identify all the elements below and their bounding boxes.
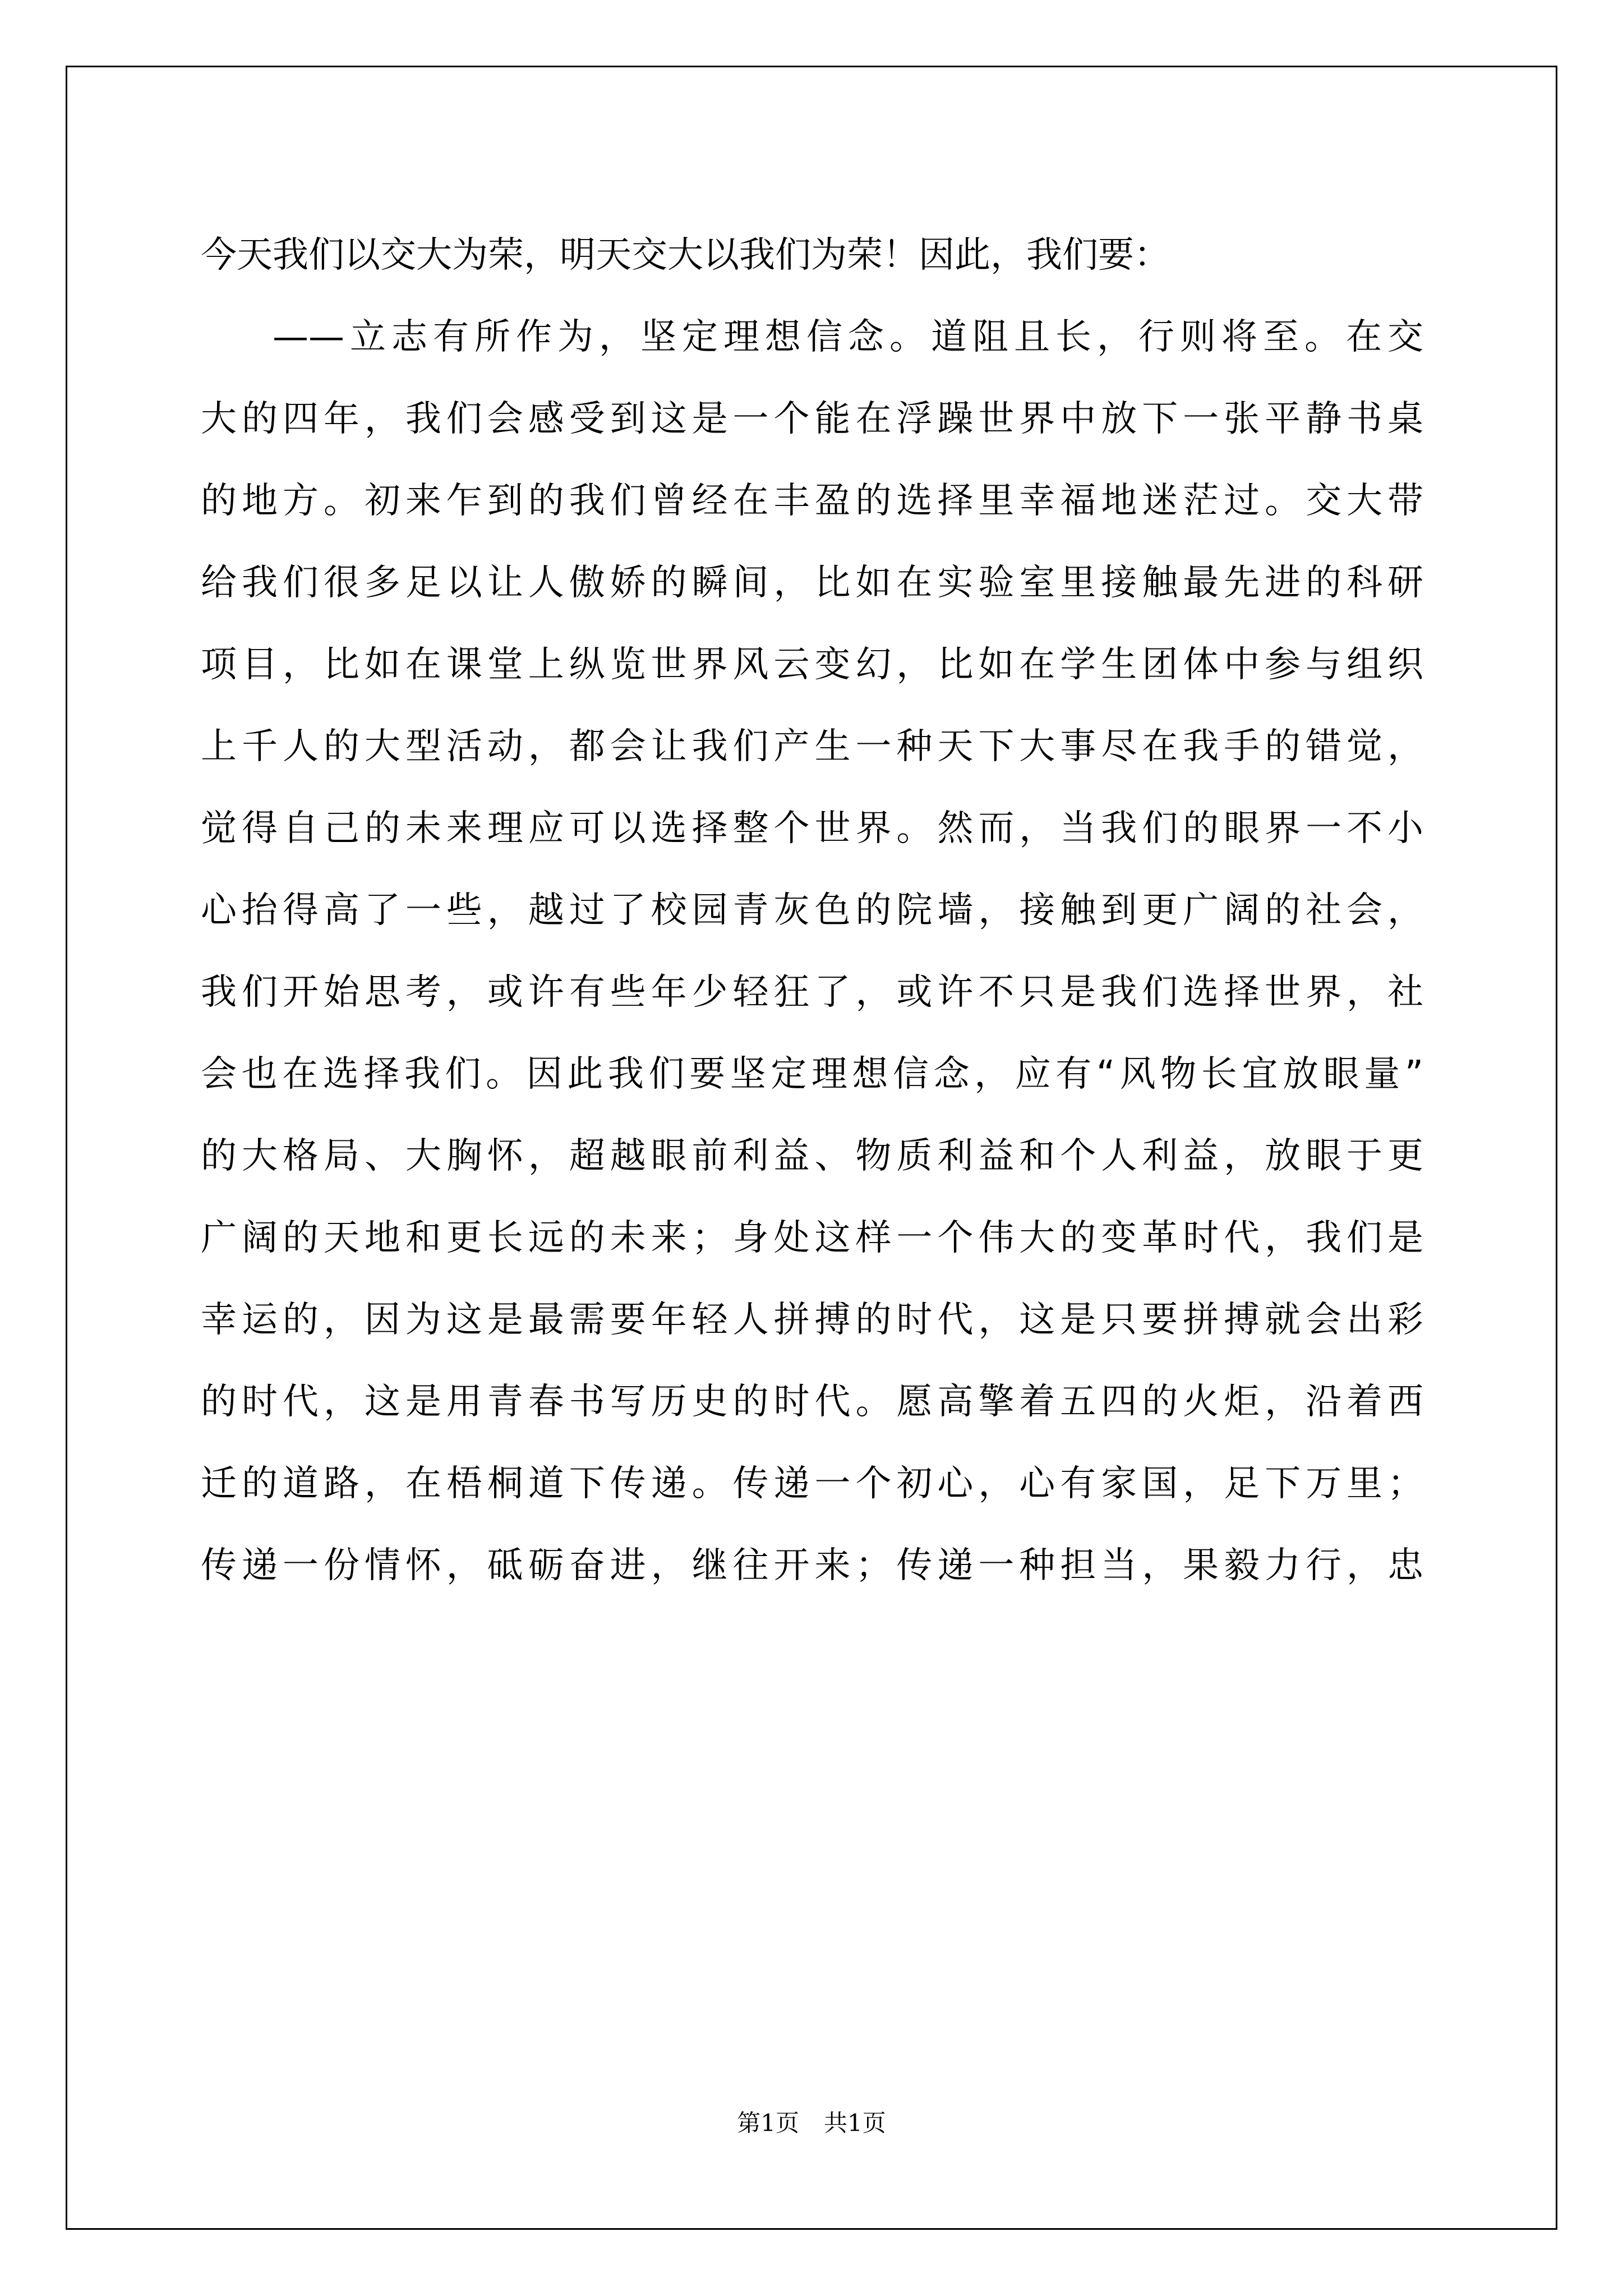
- text-line: 的地方。初来乍到的我们曾经在丰盈的选择里幸福地迷茫过。交大带: [201, 480, 1423, 522]
- text-line: 的时代，这是用青春书写历史的时代。愿高擎着五四的火炬，沿着西: [201, 1381, 1423, 1423]
- text-line: 广阔的天地和更长远的未来；身处这样一个伟大的变革时代，我们是: [201, 1217, 1423, 1259]
- text-line: 会也在选择我们。因此我们要坚定理想信念，应有“风物长宜放眼量”: [201, 1053, 1423, 1095]
- text-line: ——立志有所作为，坚定理想信念。道阻且长，行则将至。在交: [273, 316, 1423, 358]
- text-line: 给我们很多足以让人傲娇的瞬间，比如在实验室里接触最先进的科研: [201, 562, 1423, 604]
- text-line: 觉得自己的未来理应可以选择整个世界。然而，当我们的眼界一不小: [201, 808, 1423, 849]
- text-line: 迁的道路，在梧桐道下传递。传递一个初心，心有家国，足下万里；: [201, 1463, 1423, 1504]
- text-line: 大的四年，我们会感受到这是一个能在浮躁世界中放下一张平静书桌: [201, 398, 1423, 440]
- text-line: 的大格局、大胸怀，超越眼前利益、物质利益和个人利益，放眼于更: [201, 1135, 1423, 1177]
- text-line: 心抬得高了一些，越过了校园青灰色的院墙，接触到更广阔的社会，: [201, 890, 1423, 931]
- text-line: 项目，比如在课堂上纵览世界风云变幻，比如在学生团体中参与组织: [201, 644, 1423, 685]
- text-line: 幸运的，因为这是最需要年轻人拼搏的时代，这是只要拼搏就会出彩: [201, 1299, 1423, 1341]
- text-line: 上千人的大型活动，都会让我们产生一种天下大事尽在我手的错觉，: [201, 726, 1423, 767]
- text-line: 传递一份情怀，砥砺奋进，继往开来；传递一种担当，果毅力行，忠: [201, 1545, 1423, 1586]
- page-footer: [0, 2105, 1623, 2138]
- document-body: [201, 214, 1423, 1607]
- text-line: 我们开始思考，或许有些年少轻狂了，或许不只是我们选择世界，社: [201, 972, 1423, 1013]
- page-total: 共1页: [824, 2109, 886, 2137]
- page-number: 第1页: [737, 2109, 799, 2137]
- text-line: 今天我们以交大为荣，明天交大以我们为荣！因此，我们要：: [201, 234, 1170, 276]
